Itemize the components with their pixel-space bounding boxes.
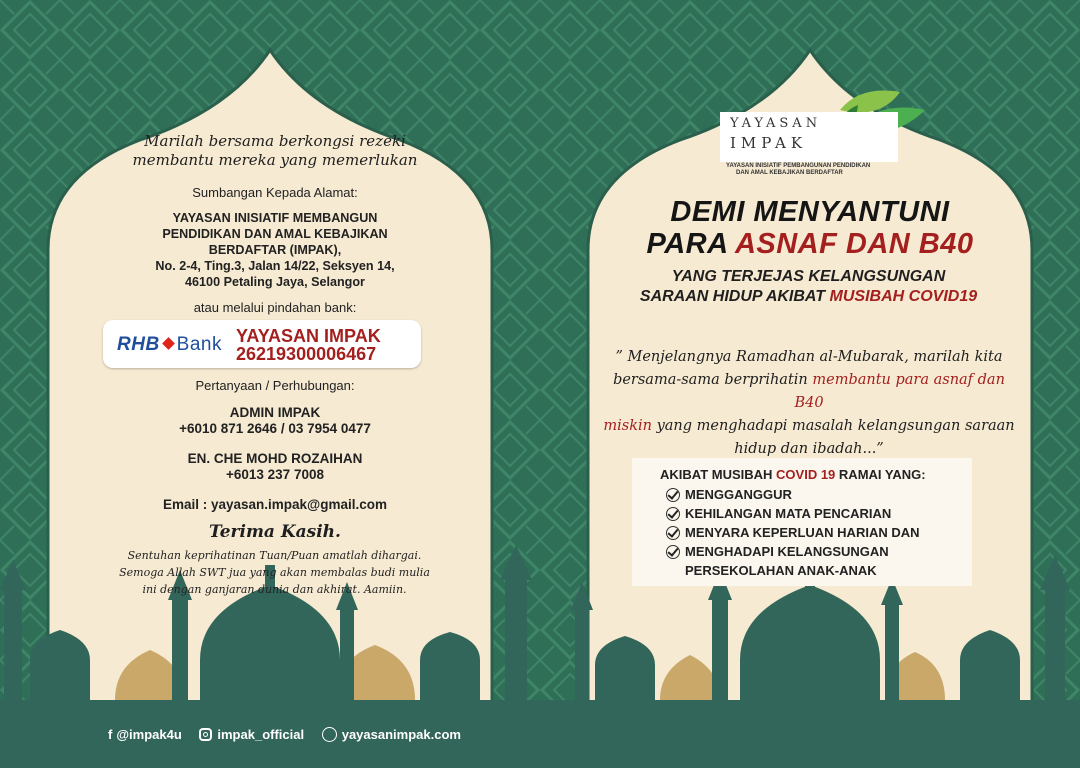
instagram-link[interactable]: [199, 727, 304, 742]
effect-continuation: PERSEKOLAHAN ANAK-ANAK: [685, 563, 877, 578]
contact-2-phone: +6013 237 7008: [226, 467, 324, 482]
address-line-2: PENDIDIKAN DAN AMAL KEBAJIKAN: [162, 227, 388, 241]
logo-line-2: IMPAK: [730, 134, 808, 152]
check-circle-icon: [666, 545, 680, 559]
quote-line-3-end: yang menghadapi masalah kelangsungan saraan: [656, 418, 1015, 434]
effects-title-highlight: COVID 19: [776, 467, 836, 482]
logo-subtitle-2: DAN AMAL KEBAJIKAN BERDAFTAR: [736, 170, 843, 176]
website-link[interactable]: [322, 727, 461, 742]
quote-line-3: [600, 415, 1018, 438]
effect-label: KEHILANGAN MATA PENCARIAN: [685, 506, 892, 521]
address-block: [130, 210, 420, 290]
ramadhan-quote: [600, 346, 1018, 461]
effects-title: [660, 467, 926, 482]
effect-item: [666, 525, 920, 540]
left-intro-text: [130, 132, 420, 170]
address-line-1: YAYASAN INISIATIF MEMBANGUN: [172, 211, 378, 225]
social-footer: [108, 727, 475, 745]
bank-intro: atau melalui pindahan bank:: [193, 300, 357, 315]
effect-label: MENYARA KEPERLUAN HARIAN DAN: [685, 525, 920, 540]
effect-label: MENGHADAPI KELANGSUNGAN: [685, 544, 889, 559]
headline-line-1: DEMI MENYANTUNI: [670, 196, 950, 228]
address-line-4: No. 2-4, Ting.3, Jalan 14/22, Seksyen 14,: [155, 259, 395, 273]
quote-line-2: [600, 369, 1018, 415]
intro-line-2: membantu mereka yang memerlukan: [132, 151, 418, 169]
address-intro: Sumbangan Kepada Alamat:: [192, 185, 358, 200]
contact-2-name: EN. CHE MOHD ROZAIHAN: [187, 451, 363, 466]
intro-line-1: Marilah bersama berkongsi rezeki: [144, 132, 406, 150]
covid-effects-box: [632, 458, 972, 586]
quote-line-4: hidup dan ibadah...”: [734, 441, 884, 457]
yayasan-impak-logo: [720, 112, 898, 162]
contact-1-name: ADMIN IMPAK: [229, 405, 321, 420]
subheadline-highlight: MUSIBAH COVID19: [829, 288, 978, 305]
headline-line-2: [640, 228, 980, 261]
subheadline-line-2: [606, 288, 1011, 306]
contact-intro: Pertanyaan / Perhubungan:: [195, 378, 355, 393]
effect-item: [666, 487, 792, 502]
check-circle-icon: [666, 526, 680, 540]
quote-line-1: ” Menjelangnya Ramadhan al-Mubarak, marilah kita: [615, 349, 1003, 365]
instagram-handle: impak_official: [217, 727, 305, 742]
rhb-diamond-icon: [162, 337, 175, 350]
effect-label: MENGGANGGUR: [685, 487, 792, 502]
effect-item: [666, 544, 889, 559]
rhb-text: RHB: [117, 334, 160, 355]
bank-account-name: YAYASAN IMPAK: [236, 326, 381, 346]
website-url: yayasanimpak.com: [341, 727, 461, 742]
thanks-line-2: Semoga Allah SWT jua yang akan membalas budi mulia: [119, 566, 430, 579]
effects-title-start: AKIBAT MUSIBAH: [660, 467, 773, 482]
instagram-icon: [199, 728, 212, 741]
contact-1-phone: +6010 871 2646 / 03 7954 0477: [179, 421, 371, 436]
subheadline-start: SARAAN HIDUP AKIBAT: [639, 288, 826, 305]
facebook-link[interactable]: [108, 727, 182, 742]
rhb-bank-logo: [117, 334, 222, 356]
bank-card: [103, 320, 421, 368]
quote-line-2-start: bersama-sama berprihatin: [613, 372, 808, 388]
check-circle-icon: [666, 488, 680, 502]
globe-icon: [322, 727, 337, 742]
subheadline-line-1: YANG TERJEJAS KELANGSUNGAN: [671, 268, 946, 285]
logo-subtitle-1: YAYASAN INISIATIF PEMBANGUNAN PENDIDIKAN: [726, 163, 871, 169]
thanks-line-3: ini dengan ganjaran dunia dan akhirat. Aamiin.: [142, 583, 407, 596]
effect-item: [666, 506, 891, 521]
facebook-handle: @impak4u: [116, 727, 182, 742]
thanks-message: [112, 547, 437, 598]
quote-line-2-highlight: membantu para asnaf dan B40: [794, 372, 1005, 411]
quote-line-3-highlight: miskin: [603, 418, 652, 434]
facebook-icon: f: [108, 727, 113, 742]
thanks-title: Terima Kasih.: [209, 522, 341, 542]
thanks-line-1: Sentuhan keprihatinan Tuan/Puan amatlah dihargai.: [127, 549, 422, 562]
headline-highlight: ASNAF DAN B40: [734, 228, 974, 260]
bank-text: Bank: [176, 334, 222, 355]
email-address: Email : yayasan.impak@gmail.com: [162, 497, 387, 512]
effects-title-end: RAMAI YANG:: [838, 467, 926, 482]
address-line-5: 46100 Petaling Jaya, Selangor: [185, 275, 365, 289]
bank-account-number: 26219300006467: [236, 344, 377, 364]
check-circle-icon: [666, 507, 680, 521]
headline-para: PARA: [646, 228, 728, 260]
logo-line-1: YAYASAN: [730, 116, 822, 131]
address-line-3: BERDAFTAR (IMPAK),: [208, 243, 342, 257]
